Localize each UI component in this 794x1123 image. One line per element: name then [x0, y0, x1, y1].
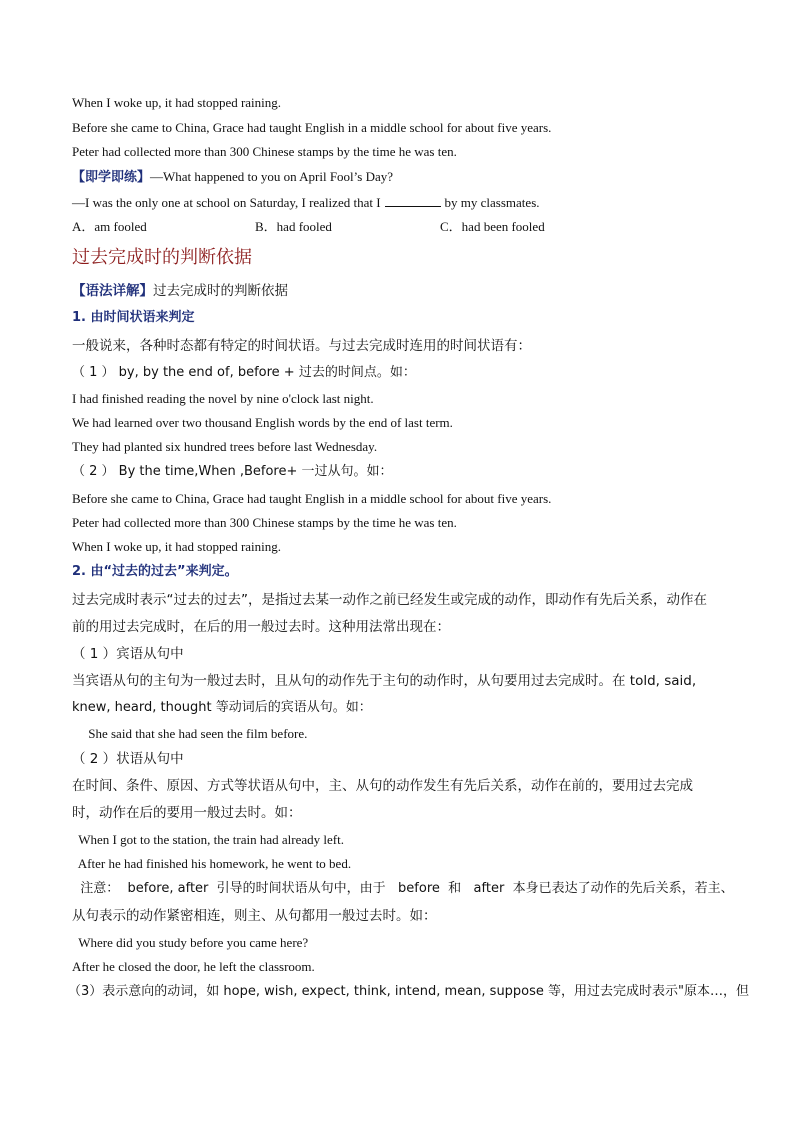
example-line: Peter had collected more than 300 Chinese stamps by the time he was ten.: [72, 144, 457, 159]
note-line: 注意： before, after 引导的时间状语从句中，由于 before 和 after 本身已表达了动作的先后关系，若主、: [72, 881, 734, 896]
option-b: B．had fooled: [255, 219, 332, 234]
point2-sub3: （3）表示意向的动词，如 hope, wish, expect, think, intend, mean, suppose 等，用过去完成时表示"原本…，但: [68, 984, 750, 999]
point2-para-line: 过去完成时表示“过去的过去”，是指过去某一动作之前已经发生或完成的动作，即动作有先后关系，动作在: [72, 592, 707, 608]
practice-answer-line: [72, 194, 540, 211]
example-line: After he closed the door, he left the classroom.: [72, 959, 315, 974]
point2-sub1-text: 当宾语从句的主句为一般过去时，且从句的动作先于主句的动作时，从句要用过去完成时。在 told, said,: [72, 673, 697, 689]
point2-sub2: （ 2 ）状语从句中: [72, 751, 184, 767]
practice-tag: 【即学即练】: [72, 170, 151, 185]
practice-answer-before: —I was the only one at school on Saturday, I realized that I: [72, 195, 381, 210]
example-line: Peter had collected more than 300 Chinese stamps by the time he was ten.: [72, 515, 457, 530]
point2-para-line: 前的用过去完成时，在后的用一般过去时。这种用法常出现在：: [72, 619, 450, 635]
example-line: She said that she had seen the film before.: [72, 726, 308, 741]
example-line: When I got to the station, the train had already left.: [72, 832, 344, 847]
point2-sub2-text: 在时间、条件、原因、方式等状语从句中，主、从句的动作发生有先后关系，动作在前的，要用过去完成: [72, 778, 693, 794]
example-line: After he had finished his homework, he went to bed.: [72, 856, 352, 871]
example-line: When I woke up, it had stopped raining.: [72, 95, 282, 110]
example-line: Where did you study before you came here?: [72, 935, 309, 950]
example-line: We had learned over two thousand English words by the end of last term.: [72, 415, 453, 430]
grammar-title: 过去完成时的判断依据: [153, 283, 288, 299]
grammar-title-line: [72, 283, 288, 299]
practice-question-line: [72, 169, 393, 186]
answer-blank: [385, 194, 441, 207]
example-line: I had finished reading the novel by nine o'clock last night.: [72, 391, 374, 406]
example-line: They had planted six hundred trees before last Wednesday.: [72, 439, 378, 454]
point2-sub1: （ 1 ）宾语从句中: [72, 646, 184, 662]
note-line: 从句表示的动作紧密相连，则主、从句都用一般过去时。如：: [72, 908, 437, 924]
point2-title: 2. 由“过去的过去”来判定。: [72, 564, 238, 579]
example-line: Before she came to China, Grace had taught English in a middle school for about five years.: [72, 120, 552, 135]
point1-title: 1. 由时间状语来判定: [72, 310, 195, 325]
point2-sub1-text: knew, heard, thought 等动词后的宾语从句。如：: [72, 700, 372, 715]
point2-sub2-text: 时，动作在后的要用一般过去时。如：: [72, 805, 302, 821]
point1-sub1: （ 1 ） by, by the end of, before + 过去的时间点。如：: [72, 365, 416, 380]
practice-answer-after: by my classmates.: [444, 195, 540, 210]
point1-sub2: （ 2 ） By the time,When ,Before+ 一过从句。如：: [72, 464, 393, 479]
practice-options: [72, 219, 672, 235]
example-line: When I woke up, it had stopped raining.: [72, 539, 282, 554]
example-line: Before she came to China, Grace had taught English in a middle school for about five years.: [72, 491, 552, 506]
option-c: C．had been fooled: [440, 219, 545, 234]
point1-intro: 一般说来，各种时态都有特定的时间状语。与过去完成时连用的时间状语有：: [72, 338, 531, 354]
option-a: A．am fooled: [72, 219, 147, 234]
section-heading: 过去完成时的判断依据: [72, 247, 252, 268]
grammar-tag: 【语法详解】: [72, 283, 153, 299]
practice-question: —What happened to you on April Fool’s Day?: [150, 169, 394, 184]
